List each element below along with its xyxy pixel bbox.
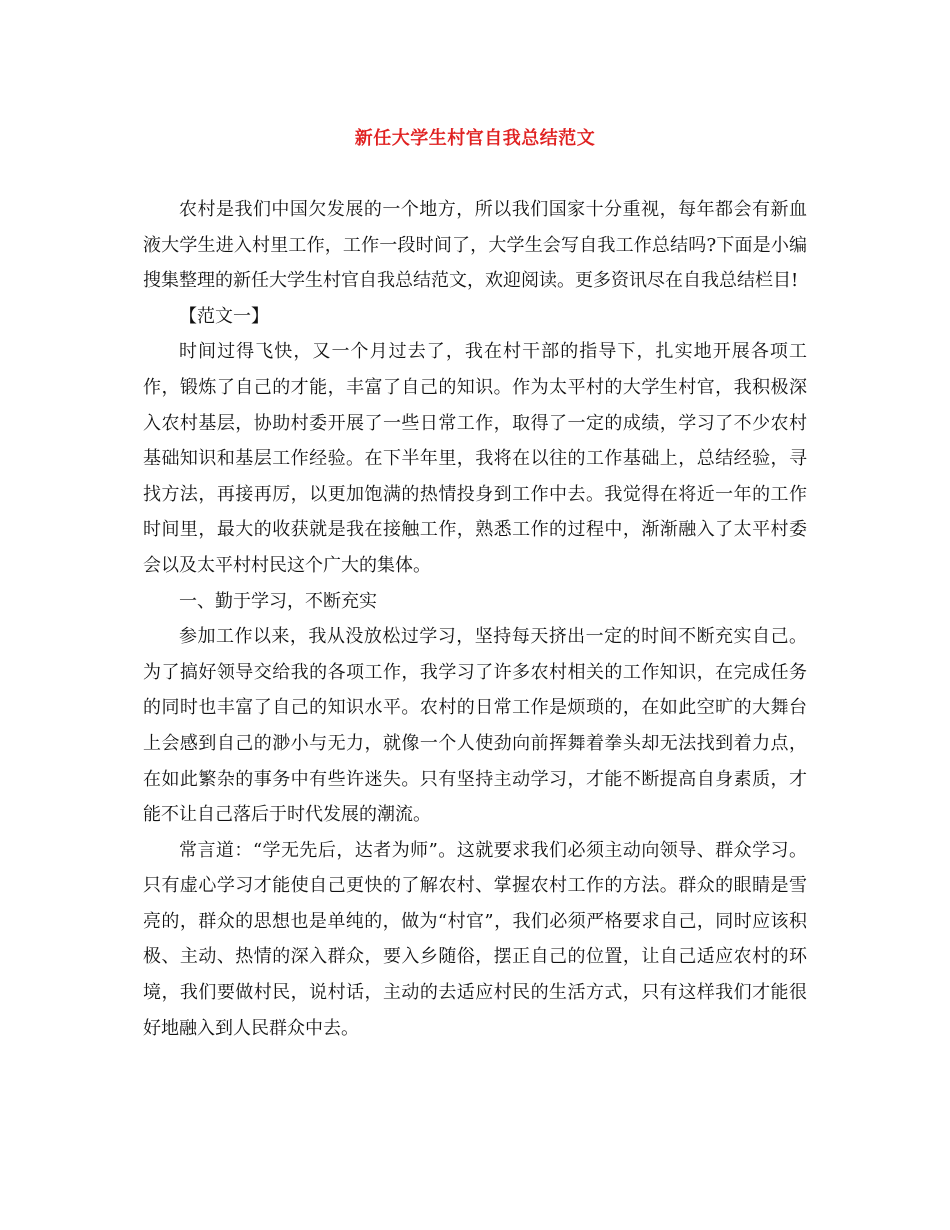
- section-label: 【范文一】: [179, 305, 269, 327]
- body-paragraph: 时间过得飞快，又一个月过去了，我在村干部的指导下，扎实地开展各项工作，锻炼了自己的才能，丰富了自己的知识。作为太平村的大学生村官，我积极深入农村基层，协助村委开展了一些日常工作，取得了一定的成绩，学习了不少农村基础知识和基层工作经验。在下半年里，我将在以往的工作基础上，总结经验，寻找方法，再接再厉，以更加饱满的热情投身到工作中去。我觉得在将近一年的工作时间里，最大的收获就是我在接触工作，熟悉工作的过程中，渐渐融入了太平村委会以及太平村村民这个广大的集体。: [143, 341, 807, 576]
- document-title: 新任大学生村官自我总结范文: [354, 128, 596, 149]
- section-heading: 一、勤于学习，不断充实: [179, 590, 377, 612]
- body-paragraph: 参加工作以来，我从没放松过学习，坚持每天挤出一定的时间不断充实自己。为了搞好领导交给我的各项工作，我学习了许多农村相关的工作知识，在完成任务的同时也丰富了自己的知识水平。农村的日常工作是烦琐的，在如此空旷的大舞台上会感到自己的渺小与无力，就像一个人使劲向前挥舞着拳头却无法找到着力点，在如此繁杂的事务中有些许迷失。只有坚持主动学习，才能不断提高自身素质，才能不让自己落后于时代发展的潮流。: [143, 626, 807, 826]
- document-body: [143, 192, 807, 1046]
- body-paragraph: 常言道：“学无先后，达者为师”。这就要求我们必须主动向领导、群众学习。只有虚心学习才能使自己更快的了解农村、掌握农村工作的方法。群众的眼睛是雪亮的，群众的思想也是单纯的，做为“村官”，我们必须严格要求自己，同时应该积极、主动、热情的深入群众，要入乡随俗，摆正自己的位置，让自己适应农村的环境，我们要做村民，说村话，主动的去适应村民的生活方式，只有这样我们才能很好地融入到人民群众中去。: [143, 839, 807, 1039]
- intro-paragraph: 农村是我们中国欠发展的一个地方，所以我们国家十分重视，每年都会有新血液大学生进入村里工作，工作一段时间了，大学生会写自我工作总结吗?下面是小编搜集整理的新任大学生村官自我总结范文，欢迎阅读。更多资讯尽在自我总结栏目!: [143, 199, 807, 292]
